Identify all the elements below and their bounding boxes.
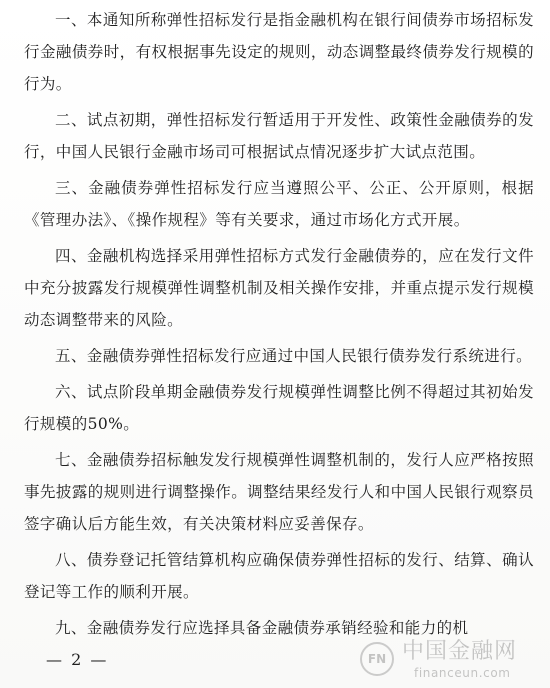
watermark-site-name: 中国金融网 — [402, 639, 518, 664]
clause-3: 三、金融债券弹性招标发行应当遵照公平、公正、公开原则，根据《管理办法》、《操作规程》等有关要求，通过市场化方式开展。 — [24, 179, 534, 229]
watermark-logo-icon: FN — [360, 642, 394, 676]
clause-5: 五、金融债券弹性招标发行应通过中国人民银行债券发行系统进行。 — [55, 347, 533, 365]
clause-8: 八、债券登记托管结算机构应确保债券弹性招标的发行、结算、确认登记等工作的顺利开展。 — [24, 551, 534, 601]
site-watermark — [360, 638, 540, 684]
clause-2: 二、试点初期，弹性招标发行暂适用于开发性、政策性金融债券的发行，中国人民银行金融市场司可根据试点情况逐步扩大试点范围。 — [24, 111, 534, 161]
watermark-url: financeun.com — [414, 666, 511, 680]
document-body — [24, 4, 534, 644]
clause-4: 四、金融机构选择采用弹性招标方式发行金融债券的，应在发行文件中充分披露发行规模弹性调整机制及相关操作安排，并重点提示发行规模动态调整带来的风险。 — [24, 247, 534, 329]
clause-1: 一、本通知所称弹性招标发行是指金融机构在银行间债券市场招标发行金融债券时，有权根据事先设定的规则，动态调整最终债券发行规模的行为。 — [24, 11, 534, 93]
page-number: — 2 — — [46, 650, 109, 669]
clause-9: 九、金融债券发行应选择具备金融债券承销经验和能力的机 — [55, 619, 469, 637]
clause-6: 六、试点阶段单期金融债券发行规模弹性调整比例不得超过其初始发行规模的50%。 — [24, 383, 534, 433]
clause-7: 七、金融债券招标触发发行规模弹性调整机制的，发行人应严格按照事先披露的规则进行调整操作。调整结果经发行人和中国人民银行观察员签字确认后方能生效，有关决策材料应妥善保存。 — [24, 451, 534, 533]
